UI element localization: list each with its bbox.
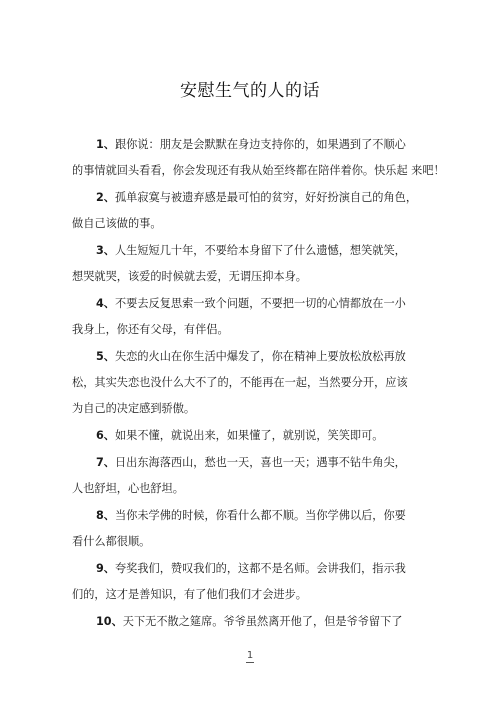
document-title: 安慰生气的人的话: [180, 81, 320, 101]
item-number: 10、: [96, 615, 123, 628]
list-item-9-line-1: [96, 561, 406, 577]
item-number: 8、: [96, 509, 115, 522]
list-item-8-line-2: 看什么都很顺。: [72, 535, 151, 548]
list-item-10-line-1: [96, 614, 402, 630]
list-item-7-line-2: 人也舒坦，心也舒坦。: [72, 482, 184, 495]
item-text: 当你未学佛的时候，你看什么都不顺。当你学佛以后，你要: [114, 509, 406, 522]
item-number: 5、: [96, 350, 115, 363]
list-item-2-line-1: [96, 190, 417, 206]
item-number: 6、: [96, 429, 115, 442]
list-item-3-line-1: [96, 243, 406, 259]
list-item-9-line-2: 们的，这才是善知识，有了他们我们才会进步。: [72, 588, 307, 601]
item-text: 天下无不散之筵席。爷爷虽然离开他了，但是爷爷留下了: [122, 615, 403, 628]
list-item-2-line-2: 做自己该做的事。: [72, 217, 162, 230]
page-number: [0, 650, 500, 663]
item-text: 日出东海落西山，愁也一天，喜也一天；遇事不钻牛角尖，: [114, 456, 406, 469]
list-item-4-line-1: [96, 296, 406, 312]
item-number: 1、: [96, 138, 115, 151]
item-number: 3、: [96, 244, 115, 257]
item-number: 2、: [96, 191, 115, 204]
list-item-5-line-2: 松，其实失恋也没什么大不了的，不能再在一起，当然要分开，应该: [72, 376, 408, 389]
item-text: 如果不懂，就说出来，如果懂了，就别说，笑笑即可。: [114, 429, 384, 442]
item-text: 失恋的火山在你生活中爆发了，你在精神上要放松放松再放: [114, 350, 406, 363]
item-text: 跟你说：朋友是会默默在身边支持你的，如果遇到了不顺心: [114, 138, 406, 151]
list-item-3-line-2: 想哭就哭，该爱的时候就去爱，无谓压抑本身。: [72, 270, 307, 283]
item-number: 9、: [96, 562, 115, 575]
item-text: 夸奖我们，赞叹我们的，这都不是名师。会讲我们，指示我: [114, 562, 406, 575]
list-item-7-line-1: [96, 455, 406, 471]
item-text: 孤单寂寞与被遗弃感是最可怕的贫穷，好好扮演自己的角色，: [114, 191, 418, 204]
list-item-5-line-3: 为自己的决定感到骄傲。: [72, 402, 196, 415]
list-item-1-line-2: 的事情就回头看看，你会发现还有我从始至终都在陪伴着你。快乐起 来吧！: [72, 164, 445, 177]
list-item-1-line-1: [96, 137, 406, 153]
item-text: 不要去反复思索一致个问题，不要把一切的心情都放在一小: [114, 297, 406, 310]
item-text: 人生短短几十年，不要给本身留下了什么遗憾，想笑就笑，: [114, 244, 406, 257]
list-item-4-line-2: 我身上，你还有父母，有伴侣。: [72, 323, 229, 336]
list-item-6-line-1: [96, 428, 384, 444]
list-item-5-line-1: [96, 349, 406, 365]
item-number: 4、: [96, 297, 115, 310]
page-number-text: 1: [246, 650, 254, 661]
item-number: 7、: [96, 456, 115, 469]
list-item-8-line-1: [96, 508, 406, 524]
